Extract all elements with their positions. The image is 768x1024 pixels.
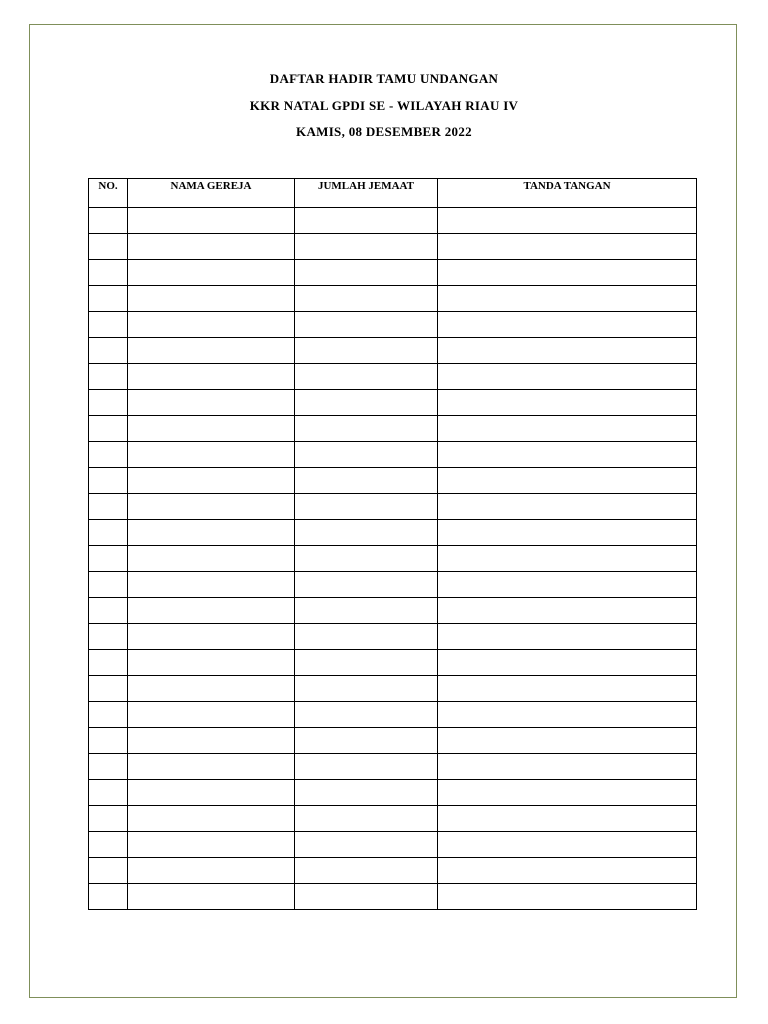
cell-nama-gereja — [128, 286, 295, 312]
table-row — [89, 598, 697, 624]
table-row — [89, 234, 697, 260]
cell-no — [89, 884, 128, 910]
cell-no — [89, 780, 128, 806]
cell-nama-gereja — [128, 260, 295, 286]
table-row — [89, 806, 697, 832]
table-row — [89, 702, 697, 728]
cell-no — [89, 494, 128, 520]
cell-jumlah-jemaat — [295, 364, 438, 390]
document-title: DAFTAR HADIR TAMU UNDANGAN — [269, 71, 499, 86]
cell-no — [89, 806, 128, 832]
cell-tanda-tangan — [438, 754, 697, 780]
cell-tanda-tangan — [438, 260, 697, 286]
cell-jumlah-jemaat — [295, 312, 438, 338]
header-nama-gereja: NAMA GEREJA — [128, 179, 295, 208]
table-header-row — [89, 179, 697, 208]
cell-nama-gereja — [128, 442, 295, 468]
table-row — [89, 676, 697, 702]
header-no: NO. — [89, 179, 128, 208]
cell-tanda-tangan — [438, 234, 697, 260]
cell-no — [89, 572, 128, 598]
cell-nama-gereja — [128, 546, 295, 572]
cell-no — [89, 832, 128, 858]
cell-nama-gereja — [128, 390, 295, 416]
table-body — [89, 208, 697, 910]
cell-no — [89, 598, 128, 624]
cell-jumlah-jemaat — [295, 624, 438, 650]
cell-nama-gereja — [128, 624, 295, 650]
table-row — [89, 208, 697, 234]
cell-nama-gereja — [128, 312, 295, 338]
table-row — [89, 884, 697, 910]
cell-tanda-tangan — [438, 832, 697, 858]
cell-jumlah-jemaat — [295, 546, 438, 572]
cell-tanda-tangan — [438, 390, 697, 416]
cell-nama-gereja — [128, 806, 295, 832]
cell-no — [89, 260, 128, 286]
cell-jumlah-jemaat — [295, 416, 438, 442]
cell-nama-gereja — [128, 468, 295, 494]
cell-no — [89, 468, 128, 494]
cell-nama-gereja — [128, 754, 295, 780]
cell-tanda-tangan — [438, 624, 697, 650]
cell-nama-gereja — [128, 572, 295, 598]
cell-jumlah-jemaat — [295, 234, 438, 260]
cell-tanda-tangan — [438, 806, 697, 832]
cell-tanda-tangan — [438, 702, 697, 728]
cell-no — [89, 676, 128, 702]
cell-tanda-tangan — [438, 884, 697, 910]
table-row — [89, 494, 697, 520]
cell-jumlah-jemaat — [295, 598, 438, 624]
table-row — [89, 728, 697, 754]
table-row — [89, 338, 697, 364]
cell-tanda-tangan — [438, 858, 697, 884]
cell-tanda-tangan — [438, 572, 697, 598]
cell-nama-gereja — [128, 494, 295, 520]
cell-jumlah-jemaat — [295, 286, 438, 312]
cell-nama-gereja — [128, 338, 295, 364]
cell-nama-gereja — [128, 416, 295, 442]
cell-tanda-tangan — [438, 286, 697, 312]
cell-no — [89, 364, 128, 390]
cell-tanda-tangan — [438, 442, 697, 468]
cell-jumlah-jemaat — [295, 858, 438, 884]
cell-tanda-tangan — [438, 468, 697, 494]
table-row — [89, 312, 697, 338]
cell-no — [89, 390, 128, 416]
cell-nama-gereja — [128, 676, 295, 702]
cell-tanda-tangan — [438, 364, 697, 390]
cell-jumlah-jemaat — [295, 572, 438, 598]
table-row — [89, 754, 697, 780]
table-row — [89, 832, 697, 858]
cell-nama-gereja — [128, 650, 295, 676]
cell-jumlah-jemaat — [295, 728, 438, 754]
cell-no — [89, 728, 128, 754]
table-row — [89, 416, 697, 442]
table-row — [89, 650, 697, 676]
cell-no — [89, 650, 128, 676]
cell-tanda-tangan — [438, 728, 697, 754]
cell-tanda-tangan — [438, 676, 697, 702]
cell-no — [89, 416, 128, 442]
cell-no — [89, 702, 128, 728]
table-row — [89, 468, 697, 494]
cell-no — [89, 442, 128, 468]
cell-tanda-tangan — [438, 520, 697, 546]
cell-jumlah-jemaat — [295, 884, 438, 910]
document-date: KAMIS, 08 DESEMBER 2022 — [296, 124, 472, 139]
cell-jumlah-jemaat — [295, 338, 438, 364]
cell-jumlah-jemaat — [295, 676, 438, 702]
cell-jumlah-jemaat — [295, 390, 438, 416]
cell-tanda-tangan — [438, 780, 697, 806]
cell-no — [89, 858, 128, 884]
table-row — [89, 260, 697, 286]
cell-no — [89, 208, 128, 234]
table-row — [89, 364, 697, 390]
cell-tanda-tangan — [438, 208, 697, 234]
cell-tanda-tangan — [438, 416, 697, 442]
cell-nama-gereja — [128, 364, 295, 390]
table-row — [89, 442, 697, 468]
cell-nama-gereja — [128, 702, 295, 728]
cell-jumlah-jemaat — [295, 650, 438, 676]
table-row — [89, 390, 697, 416]
cell-nama-gereja — [128, 234, 295, 260]
table-row — [89, 546, 697, 572]
cell-no — [89, 286, 128, 312]
table-row — [89, 572, 697, 598]
cell-jumlah-jemaat — [295, 208, 438, 234]
cell-no — [89, 338, 128, 364]
cell-no — [89, 312, 128, 338]
table-row — [89, 286, 697, 312]
table-row — [89, 858, 697, 884]
header-tanda-tangan: TANDA TANGAN — [438, 179, 697, 208]
cell-no — [89, 520, 128, 546]
cell-jumlah-jemaat — [295, 780, 438, 806]
table-row — [89, 780, 697, 806]
header-jumlah-jemaat: JUMLAH JEMAAT — [295, 179, 438, 208]
cell-tanda-tangan — [438, 650, 697, 676]
cell-nama-gereja — [128, 520, 295, 546]
cell-jumlah-jemaat — [295, 260, 438, 286]
cell-nama-gereja — [128, 208, 295, 234]
cell-tanda-tangan — [438, 338, 697, 364]
cell-no — [89, 624, 128, 650]
cell-jumlah-jemaat — [295, 520, 438, 546]
cell-jumlah-jemaat — [295, 832, 438, 858]
table-row — [89, 624, 697, 650]
cell-jumlah-jemaat — [295, 806, 438, 832]
cell-tanda-tangan — [438, 598, 697, 624]
cell-tanda-tangan — [438, 312, 697, 338]
document-subtitle: KKR NATAL GPDI SE - WILAYAH RIAU IV — [249, 98, 519, 113]
cell-nama-gereja — [128, 884, 295, 910]
cell-jumlah-jemaat — [295, 702, 438, 728]
cell-no — [89, 754, 128, 780]
cell-jumlah-jemaat — [295, 442, 438, 468]
cell-tanda-tangan — [438, 494, 697, 520]
table-row — [89, 520, 697, 546]
attendance-table — [88, 178, 697, 910]
cell-jumlah-jemaat — [295, 468, 438, 494]
cell-nama-gereja — [128, 780, 295, 806]
cell-nama-gereja — [128, 728, 295, 754]
cell-jumlah-jemaat — [295, 754, 438, 780]
cell-tanda-tangan — [438, 546, 697, 572]
cell-nama-gereja — [128, 858, 295, 884]
cell-no — [89, 546, 128, 572]
cell-no — [89, 234, 128, 260]
cell-nama-gereja — [128, 598, 295, 624]
cell-nama-gereja — [128, 832, 295, 858]
cell-jumlah-jemaat — [295, 494, 438, 520]
